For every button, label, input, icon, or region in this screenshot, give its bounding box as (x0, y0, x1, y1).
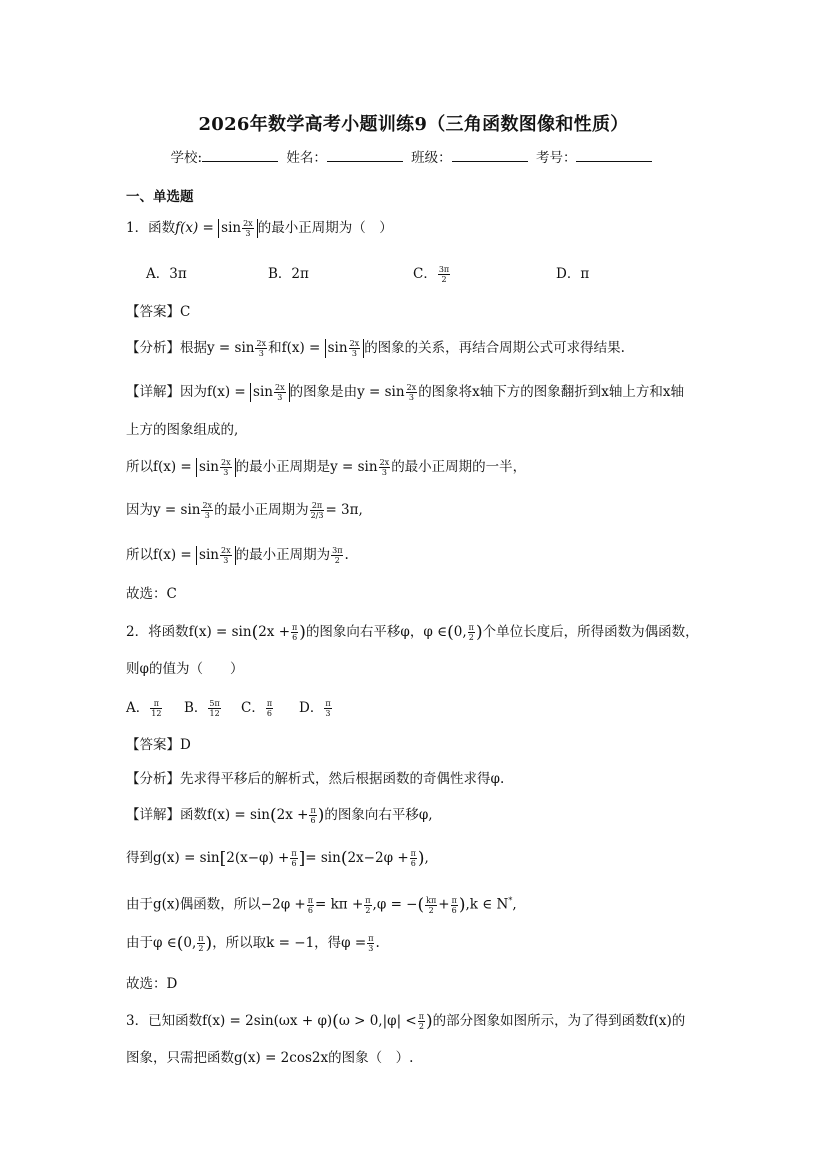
q1-choice: 故选：C (126, 586, 177, 602)
q2-detail-line2: 得到g(x) = sin[2(x−φ) + $\frac{\pi}{6}$ ]= sin(2x−2φ + $\frac{\pi}{6}$ ), (126, 848, 429, 869)
q1-detail-line4: 因为y = sin $\frac{2x}{3}$ 的最小正周期为 $\frac{2\pi}{2/3}$ = 3π, (126, 501, 363, 520)
page-title: 2026年数学高考小题训练9（三角函数图像和性质） (198, 114, 629, 135)
q1-option-d[interactable]: D．π (556, 266, 590, 282)
q2-stem-line2: 则φ的值为（ ） (126, 661, 244, 677)
q1-option-b[interactable]: B．2π (268, 266, 309, 282)
q2-detail-line1: 【详解】函数f(x) = sin(2x + $\frac{\pi}{6}$ )的图象向右平移φ, (126, 805, 433, 826)
q3-stem-line2: 图象，只需把函数g(x) = 2cos2x的图象（ ）. (126, 1050, 414, 1066)
q1-option-a[interactable]: A．3π (146, 266, 187, 282)
school-blank[interactable] (202, 147, 278, 162)
q2-detail-line3: 由于g(x)偶函数，所以−2φ + $\frac{\pi}{6}$ = kπ + $\frac{\pi}{2}$ ,φ = −( $\frac{k\pi}{2}$ + $\frac{\pi}{6}$ ),k ∈ N*, (126, 895, 517, 915)
q1-detail-line2: 上方的图象组成的, (126, 422, 239, 438)
q2-option-c[interactable]: C． $\frac{\pi}{6}$ (241, 699, 273, 718)
q3-stem-line1: 3．已知函数f(x) = 2sin(ωx + φ)(ω > 0,|φ| < $\frac{\pi}{2}$ )的部分图象如图所示，为了得到函数f(x)的 (126, 1011, 686, 1032)
exam-no-blank[interactable] (576, 147, 652, 162)
section-heading: 一、单选题 (126, 189, 194, 205)
q2-answer: 【答案】D (126, 737, 191, 753)
q2-analysis: 【分析】先求得平移后的解析式，然后根据函数的奇偶性求得φ. (126, 771, 505, 787)
q1-analysis: 【分析】根据y = sin $\frac{2x}{3}$ 和f(x) = sin $\frac{2x}{3}$ 的图象的关系，再结合周期公式可求得结果. (126, 339, 625, 358)
q1-detail-line5: 所以f(x) = sin $\frac{2x}{3}$ 的最小正周期为 $\frac{3\pi}{2}$ . (126, 546, 349, 565)
q2-choice: 故选：D (126, 976, 178, 992)
q2-option-a[interactable]: A． $\frac{\pi}{12}$ (126, 699, 162, 718)
q2-stem-line1: 2．将函数f(x) = sin(2x + $\frac{\pi}{6}$ )的图象向右平移φ，φ ∈(0, $\frac{\pi}{2}$ )个单位长度后，所得函数为偶函数， (126, 622, 699, 643)
school-label: 学校: (170, 150, 203, 166)
class-blank[interactable] (452, 147, 528, 162)
exam-no-label: 考号： (535, 150, 577, 166)
q1-detail-line3: 所以f(x) = sin $\frac{2x}{3}$ 的最小正周期是y = sin $\frac{2x}{3}$ 的最小正周期的一半， (126, 458, 527, 477)
q2-option-d[interactable]: D． $\frac{\pi}{3}$ (299, 699, 331, 718)
q1-answer: 【答案】C (126, 304, 191, 320)
class-label: 班级： (411, 150, 452, 166)
q2-detail-line4: 由于φ ∈(0, $\frac{\pi}{2}$ )，所以取k = −1，得φ = $\frac{\pi}{3}$ . (126, 933, 380, 954)
student-info-line (0, 146, 827, 166)
q1-option-c[interactable]: C． $\frac{3\pi}{2}$ (413, 265, 450, 284)
name-blank[interactable] (327, 147, 403, 162)
q1-stem: 1．函数f(x) = sin $\frac{2x}{3}$ 的最小正周期为（ ） (126, 219, 393, 238)
name-label: 姓名： (286, 150, 327, 166)
q2-option-b[interactable]: B． $\frac{5\pi}{12}$ (184, 699, 220, 718)
q1-detail-line1: 【详解】因为f(x) = sin $\frac{2x}{3}$ 的图象是由y = sin $\frac{2x}{3}$ 的图象将x轴下方的图象翻折到x轴上方和x轴 (126, 383, 685, 402)
